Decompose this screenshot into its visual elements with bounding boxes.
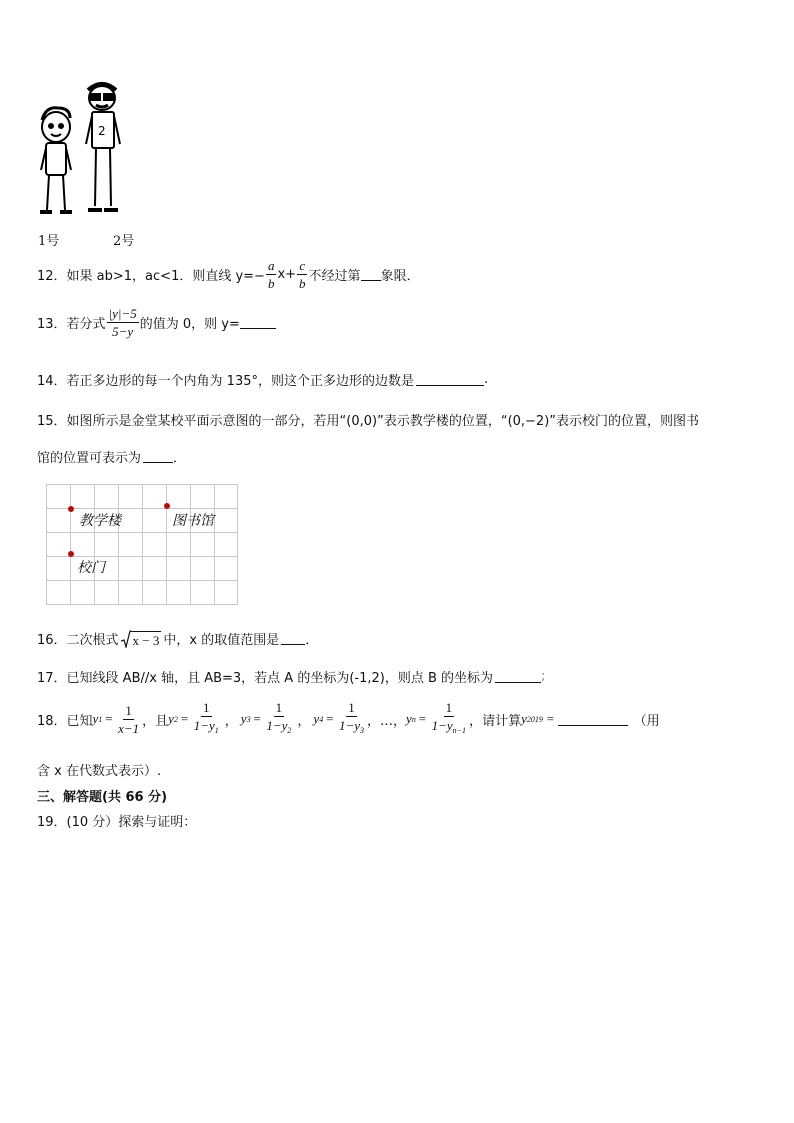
q16-end: ．: [305, 633, 319, 648]
q15-text: 馆的位置可表示为: [37, 451, 142, 466]
q13-text: 13．若分式: [37, 317, 106, 332]
fraction-a-over-b: $\frac{a}{b}$: [267, 258, 275, 291]
radical-sign-icon: [121, 630, 131, 648]
q16-text: 16．二次根式: [37, 633, 119, 648]
q16-tail: 中，x 的取值范围是: [163, 633, 280, 648]
fraction-abs-y: $\frac{|y|-5}{5-y}$: [108, 306, 137, 339]
cartoon-figure: [36, 80, 136, 220]
question-18: 18．已知 y 1 = $\frac{1}{x-1}$ ，且 y 2 = $\frac{1}{1-y_1}$ ， y 3 = $\frac{1}{1-y_2}$ ， y 4 = $\frac{1}{1-y_3}$ ，…， y n = $\frac{1}{1-y_{n-1}}$ ，请计算 y 2019 = （用: [37, 700, 660, 738]
answer-blank[interactable]: [361, 268, 381, 281]
label-school-gate: 校门: [77, 560, 105, 576]
person-1-drawing: [40, 108, 72, 212]
fraction-y2: $\frac{1}{1-y_1}$: [193, 700, 219, 735]
fraction-yn: $\frac{1}{1-y_{n-1}}$: [431, 700, 467, 735]
fraction-y4: $\frac{1}{1-y_3}$: [338, 700, 365, 735]
dot-library: [164, 503, 170, 509]
q14-end: .: [484, 372, 489, 387]
question-15-line-2: [37, 447, 186, 466]
q12-end: 象限．: [380, 269, 420, 284]
question-18-line-2: 含 x 在代数式表示）.: [37, 764, 162, 779]
figure-caption-2: 2号: [113, 234, 135, 249]
answer-blank[interactable]: [143, 450, 173, 463]
question-16: [37, 629, 318, 648]
q12-x-plus: x+: [277, 267, 297, 282]
question-12: [37, 258, 420, 291]
q14-text: 14．若正多边形的每一个内角为 135°，则这个正多边形的边数是: [37, 374, 414, 389]
question-13: [37, 306, 276, 339]
school-map: [46, 484, 238, 605]
q12-tail: 不经过第: [308, 269, 361, 284]
answer-blank[interactable]: [240, 316, 276, 329]
answer-blank[interactable]: [281, 632, 305, 645]
q13-tail: 的值为 0，则 y=: [139, 317, 240, 332]
q17-text: 17．已知线段 AB//x 轴，且 AB=3，若点 A 的坐标为(-1,2)，则点 B 的坐标为: [37, 671, 494, 686]
q17-end: ;: [541, 669, 546, 684]
q12-text: 12．如果 ab>1，ac<1．则直线 y=−: [37, 269, 265, 284]
svg-text:2: 2: [98, 124, 106, 138]
label-library: 图书馆: [172, 513, 214, 529]
answer-blank[interactable]: [558, 713, 628, 726]
answer-blank[interactable]: [495, 670, 541, 683]
section-heading: 三、解答题(共 66 分): [37, 790, 168, 805]
fraction-y3: $\frac{1}{1-y_2}$: [266, 700, 292, 735]
dot-teaching-building: [68, 506, 74, 512]
question-19: 19．(10 分）探索与证明：: [37, 815, 197, 830]
person-2-drawing: [86, 84, 120, 210]
figure-caption-1: 1号: [38, 234, 60, 249]
question-17: [37, 667, 545, 686]
fraction-y1: $\frac{1}{x-1}$: [118, 702, 140, 736]
question-15-line-1: 15．如图所示是金堂某校平面示意图的一部分，若用“(0,0)”表示教学楼的位置，“(0,−2)”表示校门的位置，则图书: [37, 414, 700, 429]
map-grid: [46, 484, 238, 605]
q15-end: ．: [173, 451, 187, 466]
fraction-c-over-b: $\frac{c}{b}$: [299, 258, 306, 291]
answer-blank[interactable]: [416, 373, 484, 386]
radical-x-minus-3: x − 3: [121, 630, 162, 648]
q18-text: 18．已知: [37, 713, 93, 729]
question-14: [37, 370, 488, 389]
label-teaching-building: 教学楼: [79, 513, 121, 529]
dot-school-gate: [68, 551, 74, 557]
